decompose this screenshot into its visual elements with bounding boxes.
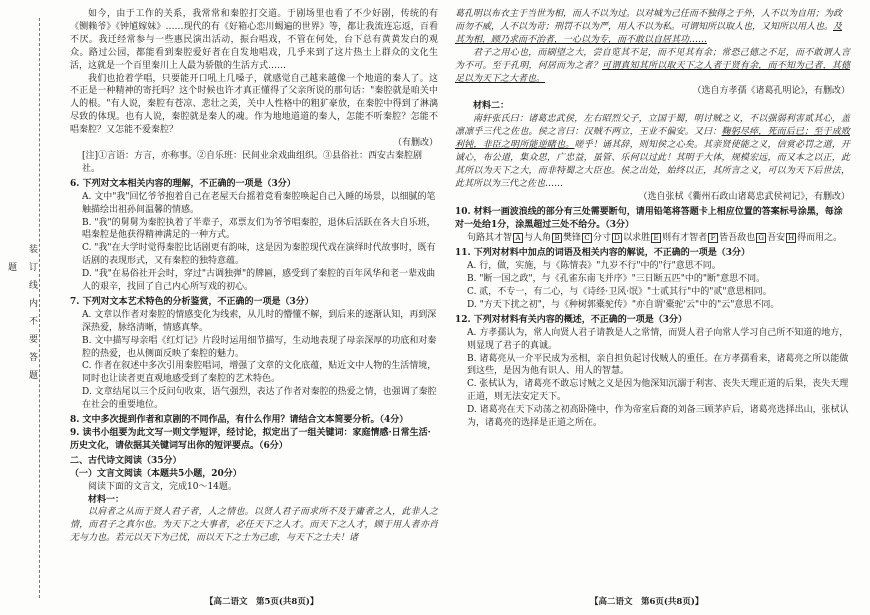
question-7: 7. 下列对文本艺术特色的分析鉴赏，不正确的一项是（3分） [70, 296, 314, 307]
answer-box-f[interactable]: F [708, 233, 718, 243]
answer-box-b[interactable]: B [552, 233, 562, 243]
option-b: B. 诸葛亮从一介平民成为丞相，亲自担负起讨伐贼人的重任。在方孝孺看来，诸葛亮之所以能做到这些，是因为他有识人、用人的智慧。 [467, 353, 849, 377]
option-c: C. 贰，不专一，有二心，与《诗经·卫风·氓》"士贰其行"中的"贰"意思相同。 [467, 287, 772, 298]
binding-notice: 装 订 线 内 不 要 答 题 [29, 245, 39, 381]
answer-box-e[interactable]: E [651, 233, 661, 243]
page-footer-left: 【高二语文 第5页(共8页)】 [205, 597, 319, 607]
material-1-text: 以肩者之从而于贤人君子者，人之情也。以贤人君子而求所不及于庸者之人，此非人之情，而君子之真尔也。为天下之大事者，必任天下之人才。而天下之人才，顾于用人者亦肖无与力也。若元以天下为己忧，而以天下之士为己虑，与天下之士夫！诸 [70, 507, 438, 544]
option-c: C. 张栻认为，诸葛亮不敢忘讨贼之义是因为他深知沉溺于利害、丧失天理正道的后果，丧失天理正道，则无法安定天下。 [467, 379, 849, 403]
material-2-text: 南轩张氏曰：诸葛忠武侯，左右昭烈父子，立国于蜀，明讨贼之义，不以强弱利害贰其心，盖凛凛乎三代之佐也。侯之言曰：汉贼不两立，王业不偏安。又曰：鞠躬尽瘁，死而后已；至于成败利钝，非臣之明所能逆睹也。嗟乎！诵其辞，则知侯之心矣。其亲贤使能之义，信赏必罚之道，开诚心，布公道，集众思，广忠益，虽管、乐何以过此！其明于大体，规模宏远，而又本之以正，此其所以为天下之大，而非特蜀之大臣也。侯之出处，始终以正，其所言之义，可以为天下后世法，此其所以为三代之佐也…… [455, 114, 850, 189]
subsection-heading: （一）文言文阅读（本题共5小题，20分） [70, 468, 242, 479]
answer-box-g[interactable]: G [756, 233, 766, 243]
answer-box-h[interactable]: H [788, 233, 795, 242]
option-d: D. 诸葛亮在天下动荡之初高卧隆中，作为帝室后裔的刘备三顾茅庐后，诸葛亮选择出山，张栻认为，诸葛亮的选择是正道之所在。 [467, 405, 849, 429]
option-c: C. 作者在叙述中多次引用秦腔唱词，增强了文章的文化底蕴，贴近文中人物的生活情境，同时也让读者更直观地感受到了秦腔的艺术特色。 [82, 361, 437, 385]
section-instruction: 阅读下面的文言文，完成10～14题。 [88, 481, 237, 492]
footnote: [注]①言语：方言，亦称事。②自乐班：民间业余戏曲组织。③县俗社：西安古秦腔剧社。 [82, 150, 423, 174]
question-9: 9. 读书小组要为此文写一则文学短评，经讨论，拟定出了一组关键词：家庭情感·日常生活·历史文化，请依据其关键词写出你的短评要点。（6分） [70, 428, 431, 451]
answer-box-a[interactable]: A [513, 233, 523, 243]
page-5-column [70, 8, 438, 545]
option-a: A. 方孝孺认为，常人向贤人君子请教是人之常情，而贤人君子向常人学习自己所不知道的地方，则显现了君子的真诚。 [467, 327, 849, 351]
outer-margin-mark: 题 [8, 263, 18, 273]
page-6-column [455, 8, 850, 430]
binding-margin [0, 0, 56, 615]
option-d: D. 文章结尾以三个反问句收束，语气强烈，表达了作者对秦腔的热爱之情，也强调了秦腔在社会的重要地位。 [82, 387, 437, 411]
option-a: A. 文中"我"回忆爷爷抱着自己在老屋天台摇着竟看秦腔唤起自己入睡的场景，以细腻的笔触描绘出祖孙间温馨的情感。 [82, 191, 436, 215]
passage-paragraph: 如今，由于工作的关系，我常常和秦腔打交道。于剧场里也看了不少好剧，传统的有《铡赖爷》《钟馗嫁妹》……现代的有《好箱心恋川蝎遍的世界》等，都让我流连忘返，百看不厌。我迁经常参与一些惠民演出活动，振台唱戏，不管在何处，台下总有黄黄发白的观众。路过公园，都能看到秦腔爱好者在自发地唱戏，几乎来到了这片热土上群众的文化生活，这就是一个百里秦川上人最为骄傲的生活方式…… [70, 9, 438, 71]
material-1-text: 葛孔明以布衣主于当世为相，而人不以为过。以对城为己任而不独得之于外，人不以为自用；为政而勿不威，人不以为苛；刑罚不以为严，用人不以为私。可谓知所以取人也，又知所以用人也。及其为相，顾乃求而不治者，一心以为专，而不敢以自居其功…… [455, 9, 843, 45]
option-d: D. "方天下扰之初"，与《种树郭橐驼传》"亦自谓'橐驼'云"中的"云"意思不同。 [467, 299, 780, 310]
material-1-title: 材料一： [88, 494, 125, 505]
question-11: 11. 下列对材料中加点的词语及相关内容的解说，不正确的一项是（3分） [455, 248, 751, 259]
source-note: （选自方孝孺《诸葛孔明论》，有删改） [692, 86, 850, 97]
segmentation-line: 句路其才智 A 与人角 B 樊锋 C 分寸 D 以求胜 E 则有才智者 F 皆吾敌也 G 吾安 H 得而用之。 [467, 233, 843, 244]
option-b: B. 文中描写母亲唱《红灯记》片段时运用细节描写，生动地表现了母亲深厚的功底和对秦腔的热爱，也从侧面反映了秦腔的魅力。 [82, 335, 437, 359]
page-footer-right: 【高二语文 第6页(共8页)】 [590, 597, 704, 607]
option-c: C. "我"在大学时觉得秦腔比话剧更有韵味，这是因为秦腔现代戏在演绎时代故事时，既有话剧的表现形式，又有秦腔的独特意蕴。 [82, 243, 436, 267]
source-note: （选自张栻《衢州石政山诸葛忠武侯祠记》，有删改） [638, 191, 850, 202]
question-8: 8. 文中多次提到作者和京剧的不同作品，有什么作用？请结合文本简要分析。（4分） [70, 415, 409, 426]
question-10: 10. 材料一画波浪线的部分有三处需要断句，请用铅笔将答题卡上相应位置的答案标号涂黑，每涂对一处给1分，涂黑超过三处不给分。（3分） [455, 206, 843, 230]
passage-paragraph: 我们也抢着学唱，只要能开口吼上几嗓子，就感觉自己越来越像一个地道的秦人了。这不正是一种精神的寄托吗？这个时候也许才真正懂得了父亲所说的那句话："秦腔就是咱关中人的根。"有人说，秦腔有苍凉、悲壮之美，关中人性格中的粗犷豪放，在秦腔中得到了淋漓尽致的体现。也有人说，秦腔就是秦人的魂。作为地地道道的秦人，怎能不听秦腔？怎能不唱秦腔？又怎能不爱秦腔？ [70, 73, 438, 136]
option-b: B. "我"的舅舅为秦腔执着了半辈子，邓票友们为爷爷唱秦腔，退休后活跃在各大自乐班，唱秦腔是他获得精神满足的一种方式。 [82, 217, 436, 241]
option-a: A. 文章以作者对秦腔的情感变化为线索，从儿时的懵懂不解，到后来的逐渐认知，再到深深热爱，脉络清晰，情感真挚。 [82, 309, 437, 333]
material-1-text: 君子之用心也，而刷望之大，尝自览其不足，而不见其有余；常恐己德之不足，而不敢谓人言为不可。至于孔明，何居而为之者？可谓真知其所以取天下之人者于贤有余，而不知为己者，其德足以为天下之大者也。 [455, 47, 850, 84]
option-b: B. "断一国之政"，与《孔雀东南飞并序》"三日断五匹"中的"断"意思不同。 [467, 274, 766, 285]
question-6: 6. 下列对文本相关内容的理解，不正确的一项是（3分） [70, 178, 296, 189]
option-d: D. "我"在易俗社开会时，穿过"古调独弹"的牌匾，感受到了秦腔的百年风华和老一辈戏曲人的艰辛，找回了自己内心所写戏的初心。 [82, 269, 436, 293]
option-a: A. 行，做，实施，与《陈情表》"九岁不行"中的"行"意思不同。 [467, 261, 721, 272]
binding-dashed-line [39, 18, 40, 598]
material-2-title: 材料二： [473, 101, 510, 112]
answer-box-c[interactable]: C [582, 233, 592, 243]
answer-box-d[interactable]: D [612, 233, 622, 243]
source-note: （有删改） [392, 138, 438, 149]
question-12: 12. 下列对材料有关内容的概述，不正确的一项是（3分） [455, 314, 688, 325]
section-heading: 二、古代诗文阅读（35分） [70, 455, 182, 466]
